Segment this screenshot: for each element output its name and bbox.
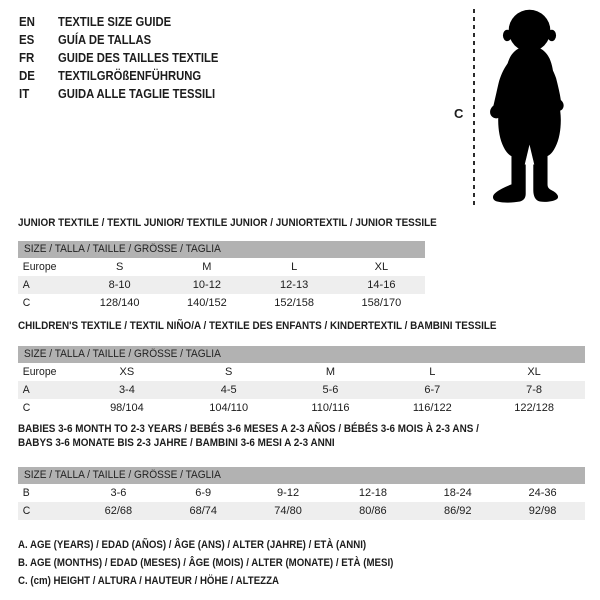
cell: 80/86 xyxy=(359,505,387,517)
cell: L xyxy=(429,365,436,378)
cell: 62/68 xyxy=(104,505,133,517)
cell: 122/128 xyxy=(514,401,554,414)
lang-label: TEXTILGRÖßENFÜHRUNG xyxy=(58,69,202,83)
cell: L xyxy=(291,260,298,273)
babies-textile-table xyxy=(18,423,585,520)
lang-label: GUÍA DE TALLAS xyxy=(58,33,152,47)
footnote-a: A. AGE (YEARS) / EDAD (AÑOS) / ÂGE (ANS) / ALTER (JAHRE) / ETÀ (ANNI) xyxy=(18,539,367,551)
cell: 3-6 xyxy=(110,487,127,499)
height-measure-label: C xyxy=(454,106,464,121)
cell: 12-13 xyxy=(280,278,309,291)
cell: 9-12 xyxy=(277,487,300,499)
language-list xyxy=(19,13,236,103)
cell: 3-4 xyxy=(118,383,135,396)
table-title: JUNIOR TEXTILE / TEXTIL JUNIOR/ TEXTILE JUNIOR / JUNIORTEXTIL / JUNIOR TESSILE xyxy=(18,217,437,229)
cell: 4-5 xyxy=(220,383,237,396)
row-label: Europe xyxy=(22,260,57,273)
size-header-bar xyxy=(18,241,425,258)
table-row xyxy=(18,258,425,276)
size-header-bar xyxy=(18,467,585,484)
row-label: C xyxy=(22,401,31,414)
cell: 7-8 xyxy=(526,383,543,396)
cell: 6-9 xyxy=(195,487,212,499)
table-row xyxy=(18,276,425,294)
row-label: B xyxy=(22,487,30,499)
cell: 18-24 xyxy=(443,487,472,499)
cell: 128/140 xyxy=(99,296,140,309)
cell: 110/116 xyxy=(311,401,350,414)
size-header-text: SIZE / TALLA / TAILLE / GRÖSSE / TAGLIA xyxy=(24,347,221,360)
size-header-text: SIZE / TALLA / TAILLE / GRÖSSE / TAGLIA xyxy=(24,469,221,481)
footnote-c: C. (cm) HEIGHT / ALTURA / HAUTEUR / HÖHE / ALTEZZA xyxy=(18,575,280,587)
junior-textile-table xyxy=(18,217,437,312)
table-row xyxy=(18,399,585,417)
lang-row-en xyxy=(19,13,236,31)
table-row xyxy=(18,294,425,312)
cell: XL xyxy=(374,260,389,273)
cell: 5-6 xyxy=(322,383,339,396)
height-dashed-line xyxy=(473,9,475,207)
cell: 140/152 xyxy=(186,296,227,309)
cell: 24-36 xyxy=(528,487,557,499)
cell: 14-16 xyxy=(367,278,396,291)
row-label: A xyxy=(22,278,30,291)
lang-code: IT xyxy=(19,87,30,101)
lang-code: ES xyxy=(19,33,35,47)
lang-label: GUIDA ALLE TAGLIE TESSILI xyxy=(58,87,216,101)
lang-code: DE xyxy=(19,69,35,83)
lang-label: GUIDE DES TAILLES TEXTILE xyxy=(58,51,219,65)
cell: 116/122 xyxy=(412,401,452,414)
cell: 152/158 xyxy=(274,296,314,309)
lang-row-it xyxy=(19,85,236,103)
footnotes xyxy=(18,536,445,590)
cell: S xyxy=(115,260,124,273)
table-row xyxy=(18,502,585,520)
cell: 8-10 xyxy=(108,278,131,291)
row-label: Europe xyxy=(22,365,57,378)
cell: 86/92 xyxy=(443,505,472,517)
table-title: BABIES 3-6 MONTH TO 2-3 YEARS / BEBÉS 3-6 MESES A 2-3 AÑOS / BÉBÉS 3-6 MOIS À 2-3 ANS / BABYS 3-6 MONATE BIS 2-3 JAHRE / BAMBINI 3-6 MESI A 2-3 ANNI xyxy=(18,423,479,449)
lang-code: FR xyxy=(19,51,35,65)
cell: 104/110 xyxy=(209,401,249,414)
table-row xyxy=(18,363,585,381)
cell: 158/170 xyxy=(361,296,402,309)
row-label: A xyxy=(22,383,30,396)
measurement-figure xyxy=(452,6,592,211)
footnote-b: B. AGE (MONTHS) / EDAD (MESES) / ÂGE (MOIS) / ALTER (MONATE) / ETÀ (MESI) xyxy=(18,557,394,569)
lang-row-de xyxy=(19,67,236,85)
cell: 6-7 xyxy=(424,383,441,396)
lang-code: EN xyxy=(19,15,35,29)
cell: M xyxy=(325,365,336,378)
toddler-silhouette-icon xyxy=(482,6,577,211)
cell: M xyxy=(202,260,212,273)
table-title: CHILDREN'S TEXTILE / TEXTIL NIÑO/A / TEXTILE DES ENFANTS / KINDERTEXTIL / BAMBINI TESSILE xyxy=(18,320,497,332)
row-label: C xyxy=(22,296,31,309)
children-textile-table xyxy=(18,320,585,417)
cell: XL xyxy=(527,365,541,378)
lang-row-fr xyxy=(19,49,236,67)
cell: 92/98 xyxy=(528,505,557,517)
lang-label: TEXTILE SIZE GUIDE xyxy=(58,15,172,29)
size-header-bar xyxy=(18,346,585,363)
row-label: C xyxy=(22,505,31,517)
cell: 68/74 xyxy=(189,505,217,517)
cell: 74/80 xyxy=(274,505,302,517)
cell: 10-12 xyxy=(192,278,221,291)
table-row xyxy=(18,381,585,399)
cell: 12-18 xyxy=(358,487,387,499)
size-header-text: SIZE / TALLA / TAILLE / GRÖSSE / TAGLIA xyxy=(24,242,221,255)
cell: 98/104 xyxy=(110,401,144,414)
lang-row-es xyxy=(19,31,236,49)
cell: XS xyxy=(119,365,135,378)
table-row xyxy=(18,484,585,502)
cell: S xyxy=(225,365,233,378)
